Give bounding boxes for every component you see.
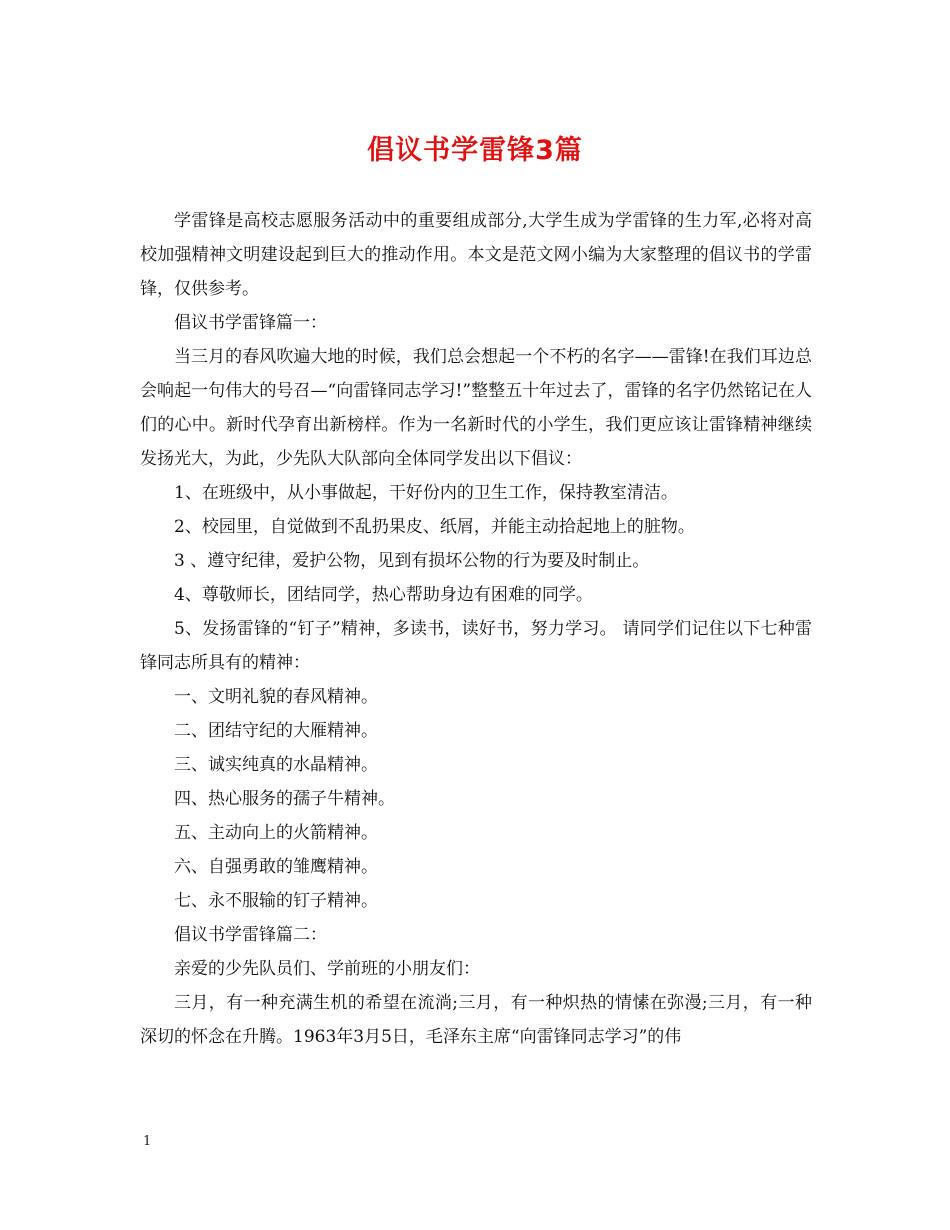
list-item: 5、发扬雷锋的“钉子”精神，多读书，读好书，努力学习。 请同学们记住以下七种雷锋同志所具有的精神： [140, 619, 812, 673]
spirit-item: 四、热心服务的孺子牛精神。 [174, 789, 395, 809]
paragraph-text: 三月，有一种充满生机的希望在流淌;三月，有一种炽热的情愫在弥漫;三月，有一种深切的怀念在升腾。1963年3月5日，毛泽东主席“向雷锋同志学习”的伟 [140, 993, 812, 1047]
spirit-item: 五、主动向上的火箭精神。 [174, 823, 378, 843]
spirit-item: 三、诚实纯真的水晶精神。 [174, 755, 378, 775]
list-item: 4、尊敬师长，团结同学，热心帮助身边有困难的同学。 [174, 585, 593, 605]
spirit-item: 七、永不服输的钉子精神。 [174, 891, 378, 911]
spirit-item: 一、文明礼貌的春风精神。 [174, 687, 378, 707]
list-item: 1、在班级中，从小事做起，干好份内的卫生工作，保持教室清洁。 [174, 483, 678, 503]
section-heading-one: 倡议书学雷锋篇一： [174, 313, 327, 333]
salutation: 亲爱的少先队员们、学前班的小朋友们： [174, 959, 480, 979]
list-item: 2、校园里，自觉做到不乱扔果皮、纸屑，并能主动拾起地上的脏物。 [174, 517, 695, 537]
document-title: 倡议书学雷锋3篇 [367, 135, 583, 166]
spirit-item: 六、自强勇敢的雏鹰精神。 [174, 857, 378, 877]
list-item: 3 、遵守纪律，爱护公物，见到有损坏公物的行为要及时制止。 [174, 551, 650, 571]
paragraph-text: 当三月的春风吹遍大地的时候，我们总会想起一个不朽的名字——雷锋!在我们耳边总会响起一句伟大的号召—“向雷锋同志学习!”整整五十年过去了，雷锋的名字仍然铭记在人们的心中。新时代孕育出新榜样。作为一名新时代的小学生，我们更应该让雷锋精神继续发扬光大，为此，少先队大队部向全体同学发出以下倡议： [140, 347, 812, 469]
spirit-item: 二、团结守纪的大雁精神。 [174, 721, 378, 741]
document-body [140, 204, 812, 1054]
section-heading-two: 倡议书学雷锋篇二： [174, 925, 327, 945]
paragraph-intro: 学雷锋是高校志愿服务活动中的重要组成部分,大学生成为学雷锋的生力军,必将对高校加强精神文明建设起到巨大的推动作用。本文是范文网小编为大家整理的倡议书的学雷锋，仅供参考。 [140, 211, 812, 299]
page-number: 1 [143, 1134, 152, 1149]
